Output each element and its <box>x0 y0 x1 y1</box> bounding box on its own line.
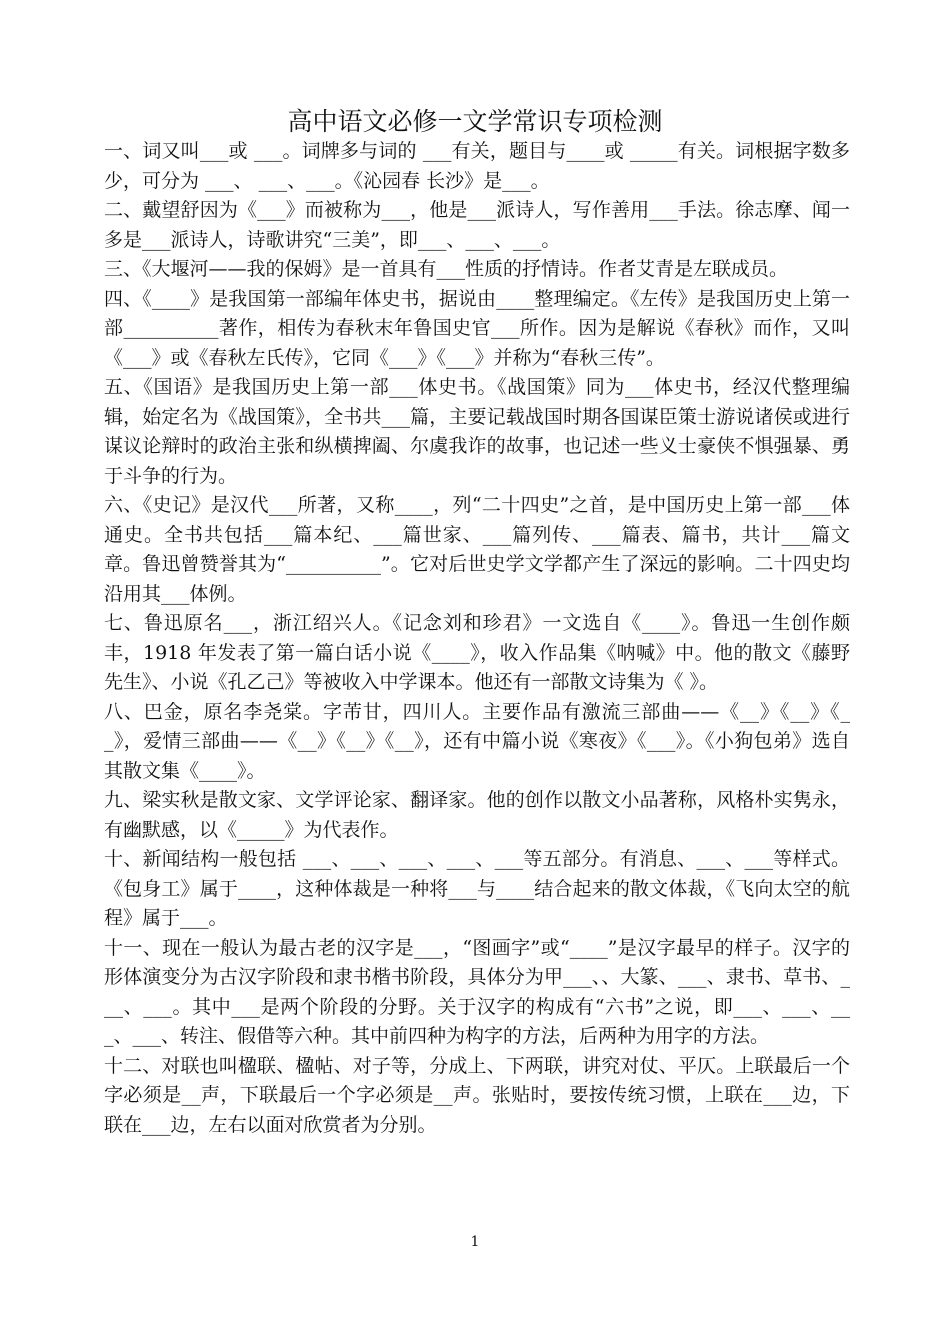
question-9: 九、梁实秋是散文家、文学评论家、翻译家。他的创作以散文小品著称，风格朴实隽永，有幽默感，以《_____》为代表作。 <box>104 789 850 841</box>
question-5: 五、《国语》是我国历史上第一部___体史书。《战国策》同为___体史书，经汉代整理编辑，始定名为《战国策》，全书共___篇，主要记载战国时期各国谋臣策士游说诸侯或进行谋议论辩时的政治主张和纵横捭阖、尔虞我诈的故事，也记述一些义士豪侠不惧强暴、勇于斗争的行为。 <box>104 376 850 487</box>
page-number: 1 <box>470 1234 480 1250</box>
document-title: 高中语文必修一文学常识专项检测 <box>287 107 663 136</box>
question-6: 六、《史记》是汉代___所著，又称____，列“二十四史”之首，是中国历史上第一部___体通史。全书共包括___篇本纪、___篇世家、___篇列传、___篇表、篇书，共计___篇文章。鲁迅曾赞誉其为“__________”。它对后世史学文学都产生了深远的影响。二十四史均沿用其___体例。 <box>104 494 850 605</box>
question-7: 七、鲁迅原名___，浙江绍兴人。《记念刘和珍君》一文选自《____》。鲁迅一生创作颇丰，1918 年发表了第一篇白话小说《____》，收入作品集《呐喊》中。他的散文《藤野先生》、小说《孔乙己》等被收入中学课本。他还有一部散文诗集为《 》。 <box>104 612 850 693</box>
question-8: 八、巴金，原名李尧棠。字芾甘，四川人。主要作品有激流三部曲——《__》《__》《__》，爱情三部曲——《__》《__》《__》，还有中篇小说《寒夜》《___》。《小狗包弟》选自其散文集《____》。 <box>104 700 850 782</box>
question-2: 二、戴望舒因为《___》而被称为___，他是___派诗人，写作善用___手法。徐志摩、闻一多是___派诗人，诗歌讲究“三美”，即___、___、___。 <box>104 199 850 251</box>
question-4: 四、《____》是我国第一部编年体史书，据说由____整理编定。《左传》是我国历史上第一部__________著作，相传为春秋末年鲁国史官___所作。因为是解说《春秋》而作，又叫《___》或《春秋左氏传》，它同《___》《___》并称为“春秋三传”。 <box>104 287 850 369</box>
question-11: 十一、现在一般认为最古老的汉字是___，“图画字”或“____”是汉字最早的样子。汉字的形体演变分为古汉字阶段和隶书楷书阶段，具体分为甲___、、大篆、___、隶书、草书、___、___。其中___是两个阶段的分野。关于汉字的构成有“六书”之说，即___、___、___、___、转注、假借等六种。其中前四种为构字的方法，后两种为用字的方法。 <box>104 936 850 1047</box>
document-body <box>104 137 850 1140</box>
question-12: 十二、对联也叫楹联、楹帖、对子等，分成上、下两联，讲究对仗、平仄。上联最后一个字必须是__声，下联最后一个字必须是__声。张贴时，要按传统习惯，上联在___边，下联在___边，左右以面对欣赏者为分别。 <box>104 1054 850 1136</box>
question-1: 一、词又叫___或 ___。词牌多与词的 ___有关，题目与____或 _____有关。词根据字数多少，可分为 ___、 ___、___。《沁园春 长沙》是___。 <box>104 140 850 192</box>
question-10: 十、新闻结构一般包括 ___、___、___、___、___等五部分。有消息、___、___等样式。《包身工》属于____，这种体裁是一种将___与____结合起来的散文体裁，《飞向太空的航程》属于___。 <box>104 848 850 929</box>
question-3: 三、《大堰河——我的保姆》是一首具有___性质的抒情诗。作者艾青是左联成员。 <box>104 258 789 280</box>
